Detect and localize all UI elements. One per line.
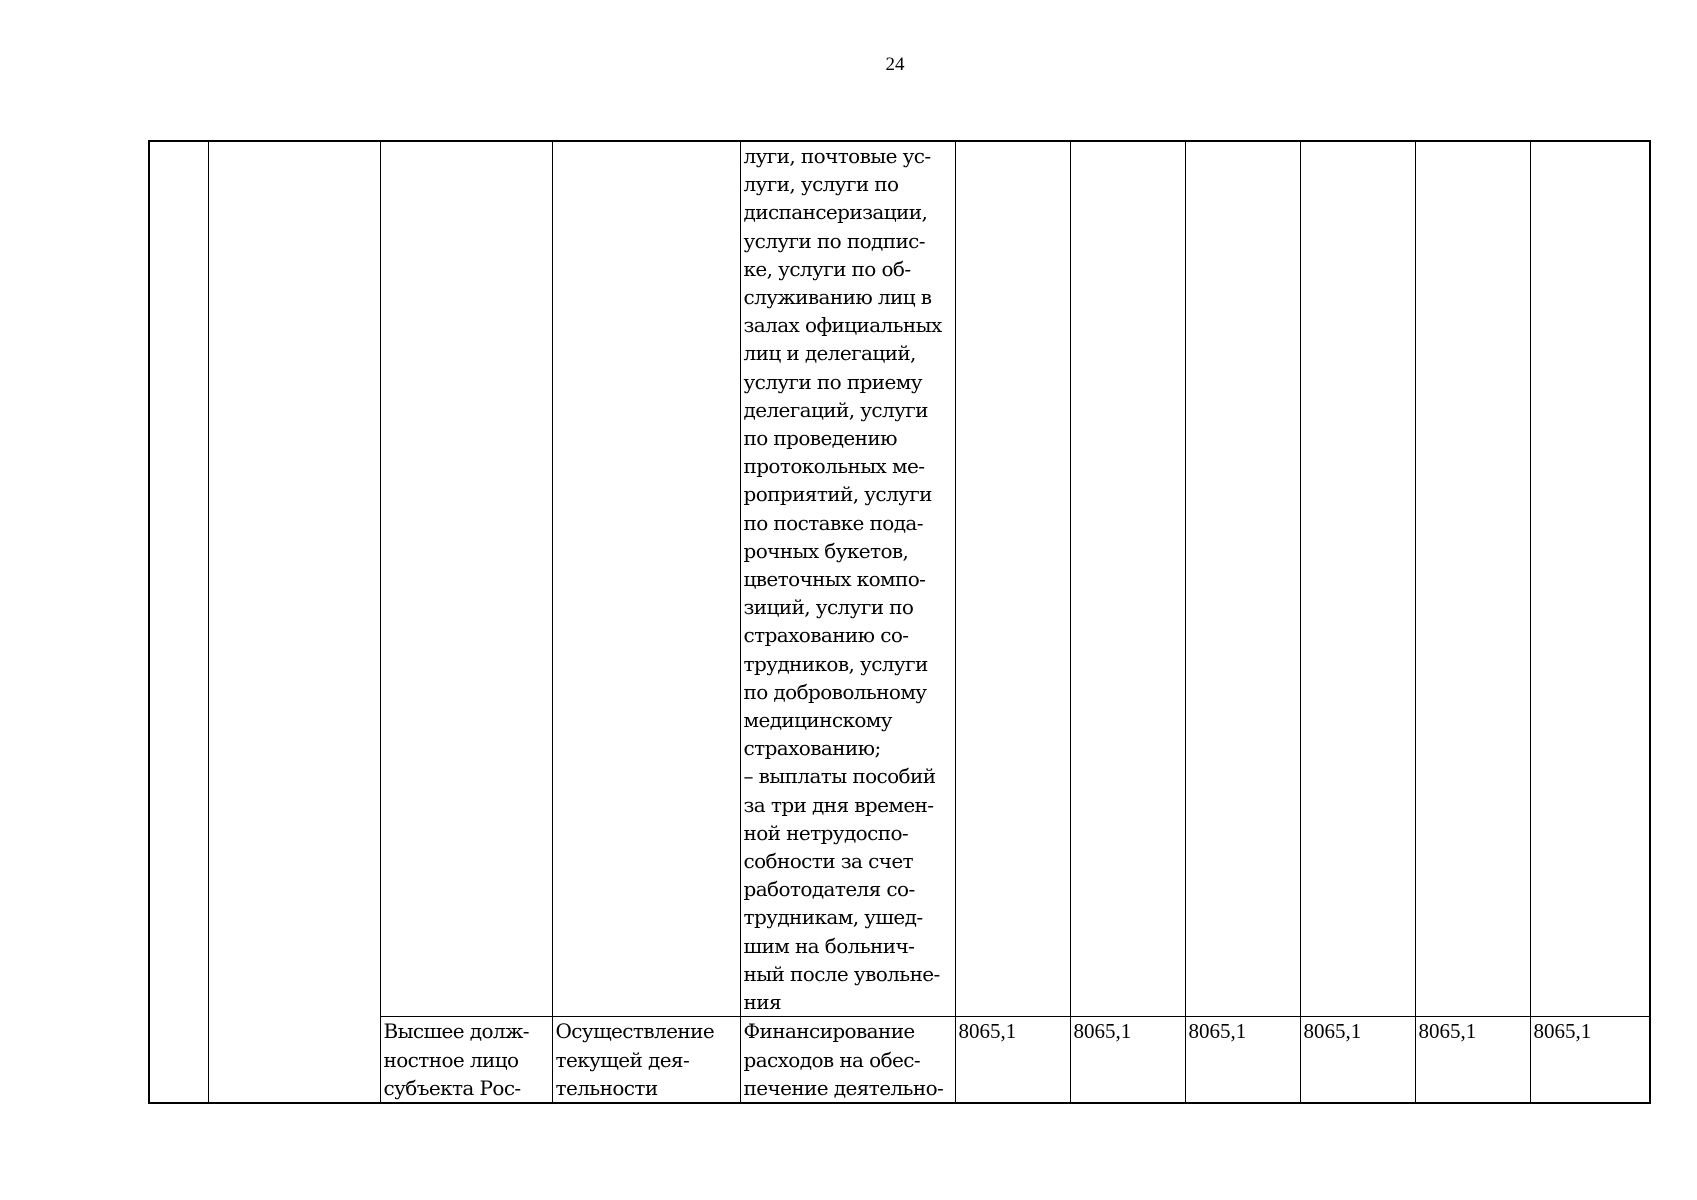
table-cell — [1530, 141, 1650, 1017]
description-cell: луги, почтовые ус- луги, услуги по диспансеризации, услуги по подпис- ке, услуги по об- служиванию лиц в залах официальных лиц и делегаций, услуги по приему делегаций, услуги по проведению протокольных ме- роприятий, услуги по поставке пода- рочных букетов, цветочных компо- зиций, услуги по страхованию со- трудников, услуги по добровольному медицинскому страхованию; – выплаты пособий за три дня времен- ной нетрудоспо- собности за счет работодателя со- трудникам, ушед- шим на больнич- ный после увольне- ния — [740, 141, 955, 1017]
table-cell — [380, 141, 552, 1017]
page-number: 24 — [885, 54, 905, 75]
table-cell — [955, 141, 1070, 1017]
purpose-cell: Осуществление текущей дея- тельности — [552, 1017, 740, 1103]
value-cell: 8065,1 — [1415, 1017, 1530, 1103]
budget-table — [148, 140, 1651, 1104]
table-cell — [1415, 141, 1530, 1017]
table-cell — [1300, 141, 1415, 1017]
value-cell: 8065,1 — [1530, 1017, 1650, 1103]
table-cell — [208, 141, 380, 1103]
value-cell: 8065,1 — [955, 1017, 1070, 1103]
value-cell: 8065,1 — [1300, 1017, 1415, 1103]
table-cell — [149, 141, 208, 1103]
table-row — [149, 141, 1650, 1017]
value-cell: 8065,1 — [1070, 1017, 1185, 1103]
description-cell: Финансирование расходов на обес- печение деятельно- — [740, 1017, 955, 1103]
table-cell — [1070, 141, 1185, 1017]
value-cell: 8065,1 — [1185, 1017, 1300, 1103]
table-cell — [1185, 141, 1300, 1017]
table-cell — [552, 141, 740, 1017]
recipient-cell: Высшее долж- ностное лицо субъекта Рос- — [380, 1017, 552, 1103]
